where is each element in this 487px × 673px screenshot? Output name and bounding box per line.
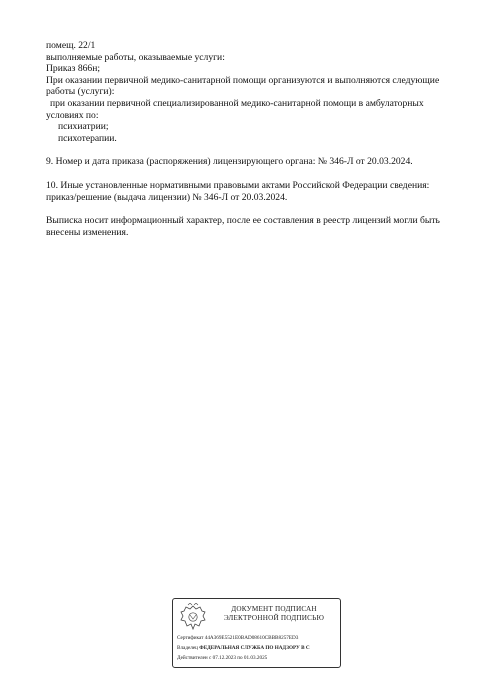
certificate-label: Сертификат [177, 635, 204, 641]
specialized-care-line-1: при оказании первичной специализированной медико-санитарной помощи в амбулаторных [50, 97, 424, 109]
stamp-details [177, 634, 310, 663]
works-heading: выполняемые работы, оказываемые услуги: [46, 51, 225, 63]
valid-to-label: по [237, 654, 243, 661]
service-item: психиатрии; [58, 121, 109, 133]
document-body [46, 40, 466, 238]
valid-to: 01.03.2025 [243, 654, 268, 661]
item-9: 9. Номер и дата приказа (распоряжения) лицензирующего органа: № 346-Л от 20.03.2024. [46, 156, 413, 168]
item-10-line-2: приказ/решение (выдача лицензии) № 346-Л от 20.03.2024. [46, 191, 288, 203]
primary-care-line-2: работы (услуги): [46, 86, 115, 98]
owner-label: Владелец [177, 644, 198, 651]
owner-row [177, 644, 310, 654]
certificate-row [177, 634, 310, 644]
stamp-title-line-2: ЭЛЕКТРОННОЙ ПОДПИСЬЮ [223, 614, 325, 622]
specialized-care-line-2: условиях по: [46, 109, 99, 121]
disclaimer-line-1: Выписка носит информационный характер, после ее составления в реестр лицензий могли быть [46, 215, 440, 227]
service-item: психотерапии. [58, 132, 117, 144]
owner-value: ФЕДЕРАЛЬНАЯ СЛУЖБА ПО НАДЗОРУ В С [199, 644, 310, 651]
valid-from: 07.12.2023 [212, 654, 236, 661]
coat-of-arms-icon [179, 603, 207, 633]
stamp-title-line-1: ДОКУМЕНТ ПОДПИСАН [231, 605, 317, 613]
item-10-line-1: 10. Иные установленные нормативными правовыми актами Российской Федерации сведения: [46, 179, 430, 191]
order-reference: Приказ 866н; [46, 63, 101, 75]
certificate-value: 44A369E5521E0BAD08610CBBB8257ED3 [204, 635, 299, 641]
primary-care-line-1: При оказании первичной медико-санитарной помощи организуются и выполняются следующие [46, 74, 440, 86]
electronic-signature-stamp [172, 598, 341, 668]
disclaimer-line-2: внесены изменения. [46, 226, 129, 238]
premises-line: помещ. 22/1 [46, 40, 96, 51]
validity-row [177, 654, 310, 664]
validity-label: Действителен с [177, 654, 212, 661]
